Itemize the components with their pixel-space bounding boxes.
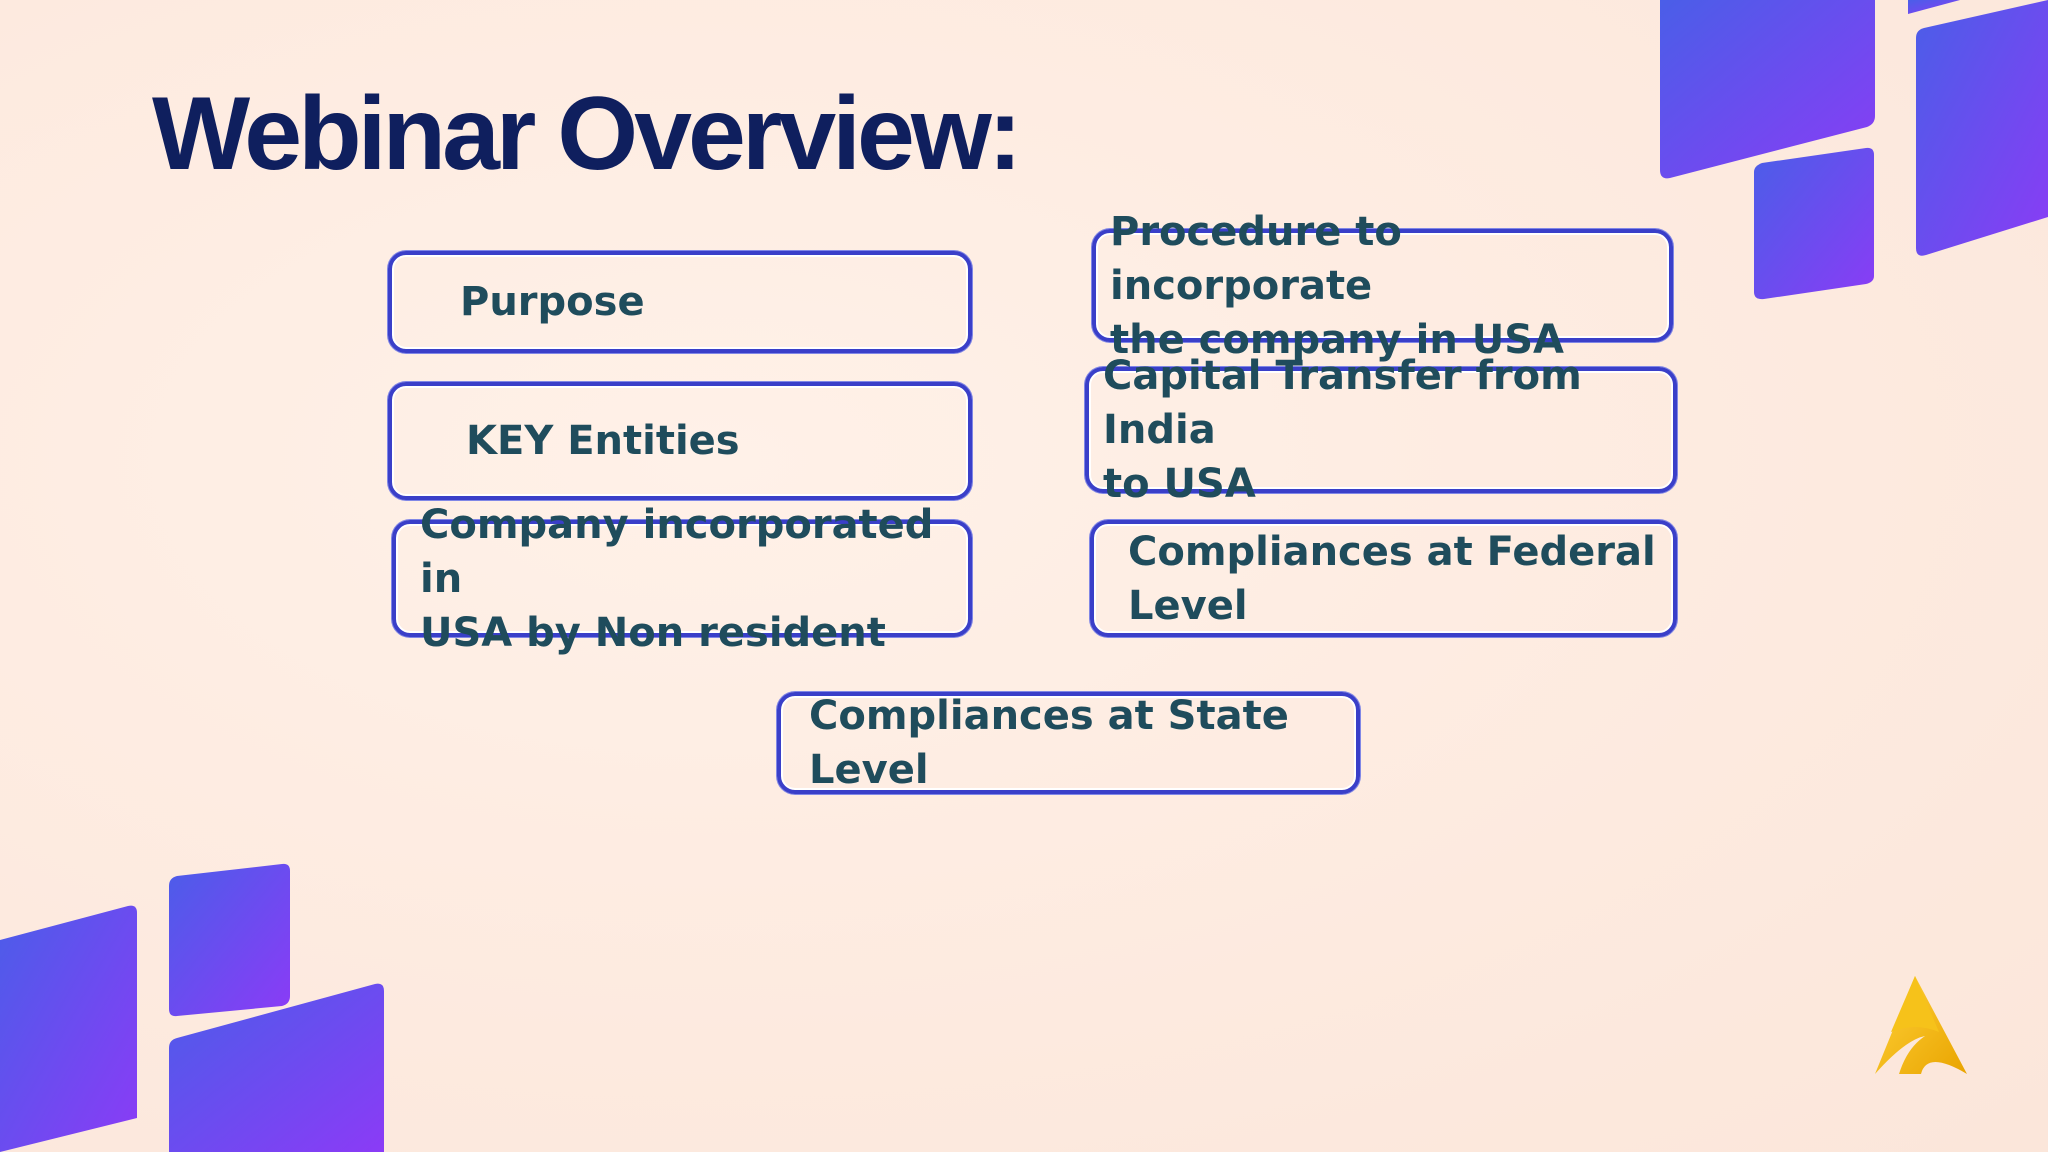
topic-box-purpose[interactable]	[388, 251, 972, 353]
topic-label-purpose: Purpose	[460, 279, 645, 325]
topic-box-federal-compliances[interactable]	[1090, 520, 1677, 637]
topic-label-state-compliances: Compliances at State Level	[809, 693, 1289, 793]
topic-label-company-incorporated: Company incorporated in USA by Non resident	[420, 501, 934, 656]
gold-triangle-logo-icon	[1855, 970, 1975, 1082]
topic-label-federal-compliances: Compliances at Federal Level	[1128, 528, 1656, 629]
topic-label-capital-transfer: Capital Transfer from India to USA	[1103, 353, 1582, 507]
deco-shape-bottom-left-2	[169, 864, 290, 1016]
deco-shape-top-right-4	[1916, 0, 2048, 256]
topic-box-company-incorporated[interactable]	[392, 501, 972, 656]
topic-box-procedure[interactable]	[1092, 208, 1673, 363]
topic-label-procedure: Procedure to incorporate the company in USA	[1110, 208, 1564, 363]
deco-shape-bottom-left-1	[0, 906, 137, 1152]
topic-box-state-compliances[interactable]	[777, 692, 1360, 794]
topic-label-key-entities: KEY Entities	[466, 418, 740, 464]
deco-shape-top-right-5	[1754, 148, 1874, 299]
topic-box-key-entities[interactable]	[388, 382, 972, 500]
topic-box-capital-transfer[interactable]	[1085, 353, 1677, 507]
page-title: Webinar Overview:	[152, 76, 1019, 192]
